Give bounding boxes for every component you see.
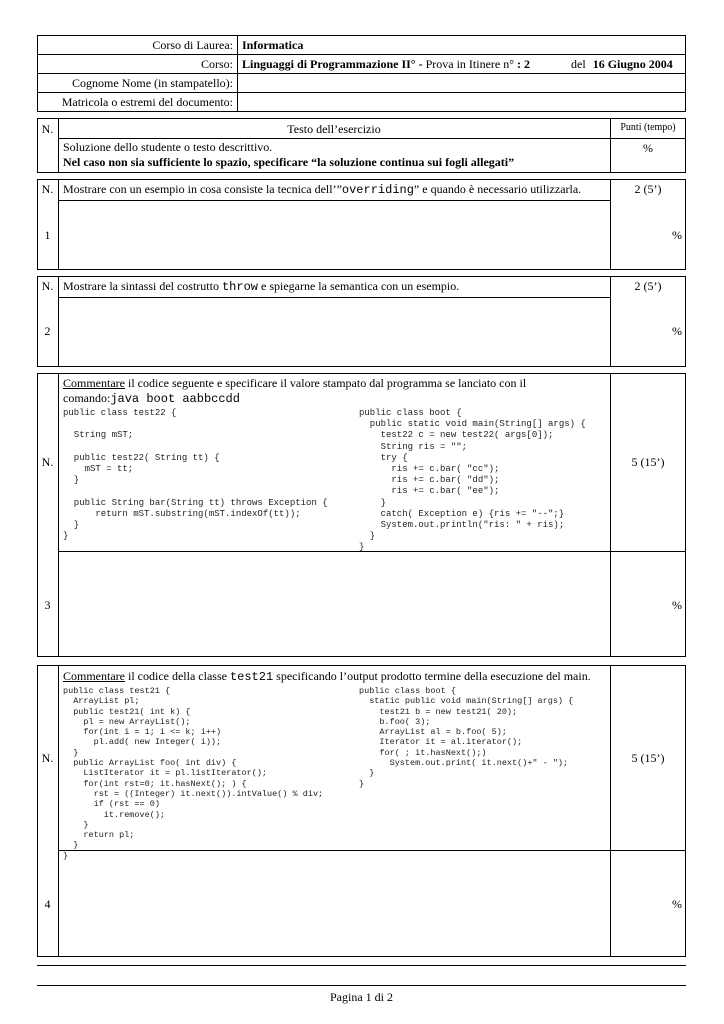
course-label: Corso:	[38, 55, 238, 74]
exercise-2-keyword: throw	[221, 280, 258, 294]
course-degree-value: Informatica	[238, 36, 686, 55]
course-name: Linguaggi di Programmazione II° -	[242, 56, 423, 71]
student-id-label: Matricola o estremi del documento:	[38, 93, 238, 112]
exercise-2-text-post: e spiegarne la semantica con un esempio.	[258, 279, 460, 293]
exercise-4-code-right: public class boot { static public void main(String[] args) { test21 b = new test21( 20); b.foo( 3); ArrayList al = b.foo( 5); Iterator it = al.iterator(); for( ; it.hasNext();) System.out.print( it.next()+" - "); } }	[359, 686, 574, 789]
exercise-2-number: 2	[44, 324, 51, 338]
exercise-4-number: 4	[44, 897, 51, 911]
course-test-label: Prova in Itinere n°	[422, 56, 518, 71]
exercise-3-intro-rest: il codice seguente e specificare il valore stampato dal programma se lanciato con il	[124, 376, 527, 390]
exercise-3-number: 3	[44, 598, 51, 612]
header-table	[37, 35, 686, 112]
student-name-label: Cognome Nome (in stampatello):	[38, 74, 238, 93]
exercise-2-percent: %	[672, 324, 682, 338]
exercise-3-command-label: comando:	[63, 391, 111, 405]
exercise-3-command	[63, 391, 240, 406]
exercise-1-keyword: overriding	[341, 183, 414, 197]
course-value	[238, 55, 686, 74]
course-degree-label: Corso di Laurea:	[38, 36, 238, 55]
exercise-3-n-label: N.	[41, 455, 54, 469]
exercise-3-command-code: java boot aabbccdd	[110, 392, 240, 406]
exercise-1-answer-area[interactable]	[59, 201, 609, 269]
footer-rule	[37, 985, 686, 986]
exercise-1-points: 2 (5’)	[634, 182, 662, 196]
legend-line-1: Soluzione dello studente o testo descrittivo.	[63, 140, 273, 154]
exercise-4-answer-area[interactable]	[59, 851, 609, 956]
exercise-2-n-label: N.	[41, 279, 54, 293]
exercise-1-text-post: ” e quando è necessario utilizzarla.	[413, 182, 582, 196]
legend-percent: %	[643, 141, 653, 155]
exercise-2-text-pre: Mostrare la sintassi del costrutto	[63, 279, 222, 293]
exercise-1-text	[63, 182, 581, 197]
exercise-4-points: 5 (15’)	[631, 751, 665, 765]
exercise-4-percent: %	[672, 897, 682, 911]
course-date-prefix: del	[571, 56, 586, 71]
student-id-field[interactable]	[238, 93, 686, 112]
student-name-field[interactable]	[238, 74, 686, 93]
exercise-3-percent: %	[672, 598, 682, 612]
exercise-4-class-name: test21	[229, 670, 274, 684]
exercise-4-intro	[63, 669, 591, 684]
exercise-1-percent: %	[672, 228, 682, 242]
exercise-1-text-pre: Mostrare con un esempio in cosa consiste la tecnica dell’”	[63, 182, 342, 196]
exercise-2-points: 2 (5’)	[634, 279, 662, 293]
exercise-2-answer-area[interactable]	[59, 298, 609, 366]
exercise-3-intro	[63, 376, 526, 391]
course-date: 16 Giugno 2004	[592, 56, 673, 71]
exercise-2-text	[63, 279, 459, 294]
legend-points-header: Punti (tempo)	[620, 122, 676, 133]
exercise-3-code-left: public class test22 { String mST; public test22( String tt) { mST = tt; } public String bar(String tt) throws Exception { return mST.substring(mST.indexOf(tt)); } }	[63, 408, 328, 542]
footer-rule-top	[37, 965, 686, 966]
exercise-3-answer-area[interactable]	[59, 552, 609, 656]
exercise-4-intro-rest: il codice della classe	[124, 669, 230, 683]
exercise-4-intro-post: specificando l’output prodotto termine della esecuzione del main.	[273, 669, 591, 683]
exercise-1-n-label: N.	[41, 182, 54, 196]
legend-text-header: Testo dell’esercizio	[287, 122, 381, 136]
exercise-3-intro-verb: Commentare	[63, 376, 125, 390]
exercise-1-number: 1	[44, 228, 51, 242]
course-test-number: : 2	[517, 56, 531, 71]
exercise-4-intro-verb: Commentare	[63, 669, 125, 683]
legend-line-2: Nel caso non sia sufficiente lo spazio, specificare “la soluzione continua sui fogli allegati”	[63, 155, 515, 169]
exercise-3-points: 5 (15’)	[631, 455, 665, 469]
exercise-4-code-left: public class test21 { ArrayList pl; public test21( int k) { pl = new ArrayList(); for(int i = 1; i <= k; i++) pl.add( new Integer( i)); } public ArrayList foo( int div) { ListIterator it = pl.listIterator(); for(int rst=0; it.hasNext(); ) { rst = ((Integer) it.next()).intValue() % div; if (rst == 0) it.remove(); } return pl; } }	[63, 686, 324, 861]
page-number: Pagina 1 di 2	[330, 990, 393, 1004]
exercise-4-n-label: N.	[41, 751, 54, 765]
legend-n-header: N.	[41, 122, 54, 136]
exercise-3-code-right: public class boot { public static void main(String[] args) { test22 c = new test22( args[0]); String ris = ""; try { ris += c.bar( "cc"); ris += c.bar( "dd"); ris += c.bar( "ee"); } catch( Exception e) {ris += "--";} System.out.println("ris: " + ris); } }	[359, 408, 586, 553]
